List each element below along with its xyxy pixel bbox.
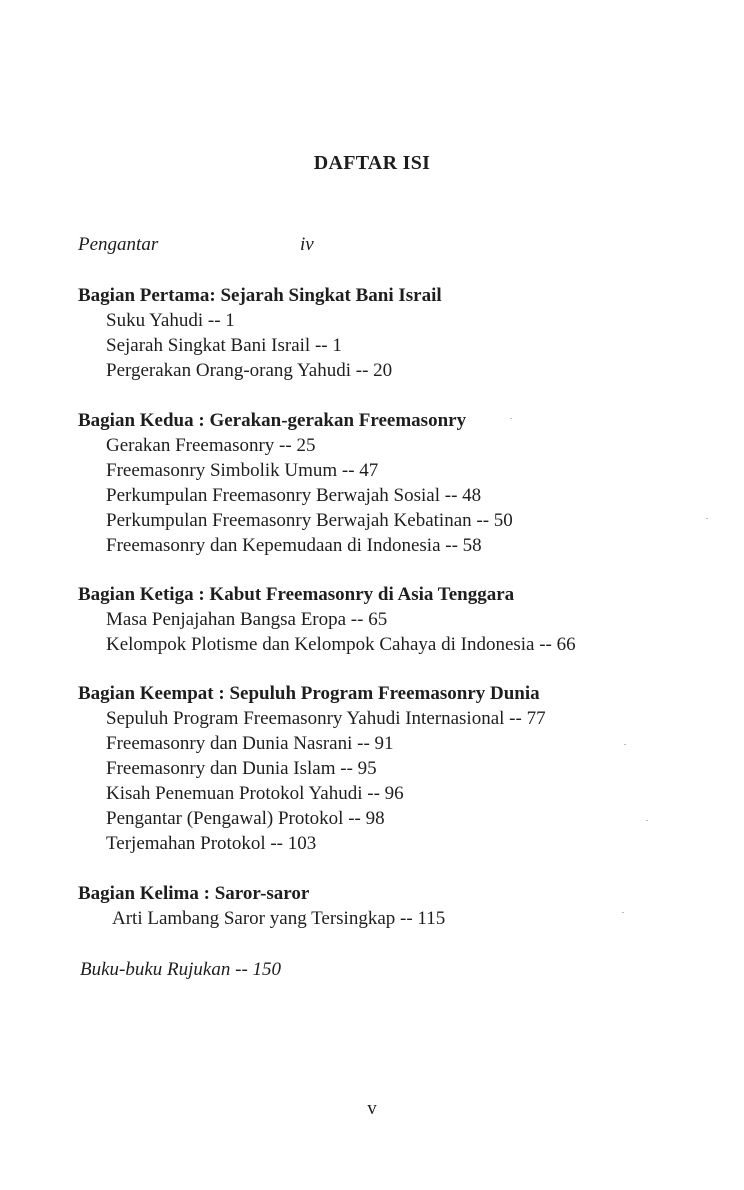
section-heading: Bagian Kedua : Gerakan-gerakan Freemasonry — [78, 410, 467, 431]
toc-entry: Freemasonry dan Kepemudaan di Indonesia -- 58 — [106, 535, 482, 556]
toc-entry: Arti Lambang Saror yang Tersingkap -- 115 — [112, 908, 446, 929]
scan-speck — [624, 744, 626, 745]
toc-entry: Kisah Penemuan Protokol Yahudi -- 96 — [106, 783, 404, 804]
toc-entry: Freemasonry dan Dunia Nasrani -- 91 — [106, 733, 394, 754]
toc-entry: Pergerakan Orang-orang Yahudi -- 20 — [106, 360, 393, 381]
toc-entry: Perkumpulan Freemasonry Berwajah Sosial -- 48 — [106, 485, 482, 506]
section-4 — [78, 681, 546, 856]
toc-entry: Suku Yahudi -- 1 — [106, 310, 235, 331]
page-number: v — [367, 1098, 377, 1119]
intro-entry — [78, 234, 314, 256]
toc-entry: Terjemahan Protokol -- 103 — [106, 833, 317, 854]
section-3 — [78, 582, 576, 657]
section-5 — [78, 881, 445, 931]
toc-entry: Sepuluh Program Freemasonry Yahudi Internasional -- 77 — [106, 708, 546, 729]
toc-entry: Masa Penjajahan Bangsa Eropa -- 65 — [106, 609, 388, 630]
section-heading: Bagian Keempat : Sepuluh Program Freemasonry Dunia — [78, 683, 540, 704]
toc-entry: Kelompok Plotisme dan Kelompok Cahaya di Indonesia -- 66 — [106, 634, 576, 655]
section-heading: Bagian Pertama: Sejarah Singkat Bani Israil — [78, 285, 442, 306]
toc-entry: Gerakan Freemasonry -- 25 — [106, 435, 316, 456]
references-entry: Buku-buku Rujukan -- 150 — [80, 959, 282, 980]
scan-speck — [646, 820, 648, 821]
toc-entry: Pengantar (Pengawal) Protokol -- 98 — [106, 808, 385, 829]
section-2 — [78, 408, 513, 558]
intro-label: Pengantar — [78, 234, 159, 255]
section-1 — [78, 283, 442, 383]
scan-speck — [510, 418, 512, 419]
scan-speck — [706, 518, 708, 519]
page-title: DAFTAR ISI — [313, 152, 431, 174]
scan-speck — [622, 912, 624, 913]
toc-entry: Sejarah Singkat Bani Israil -- 1 — [106, 335, 342, 356]
intro-page-number: iv — [300, 234, 314, 255]
toc-entry: Freemasonry Simbolik Umum -- 47 — [106, 460, 379, 481]
section-heading: Bagian Ketiga : Kabut Freemasonry di Asia Tenggara — [78, 584, 515, 605]
section-heading: Bagian Kelima : Saror-saror — [78, 883, 310, 904]
toc-entry: Perkumpulan Freemasonry Berwajah Kebatinan -- 50 — [106, 510, 513, 531]
toc-entry: Freemasonry dan Dunia Islam -- 95 — [106, 758, 377, 779]
